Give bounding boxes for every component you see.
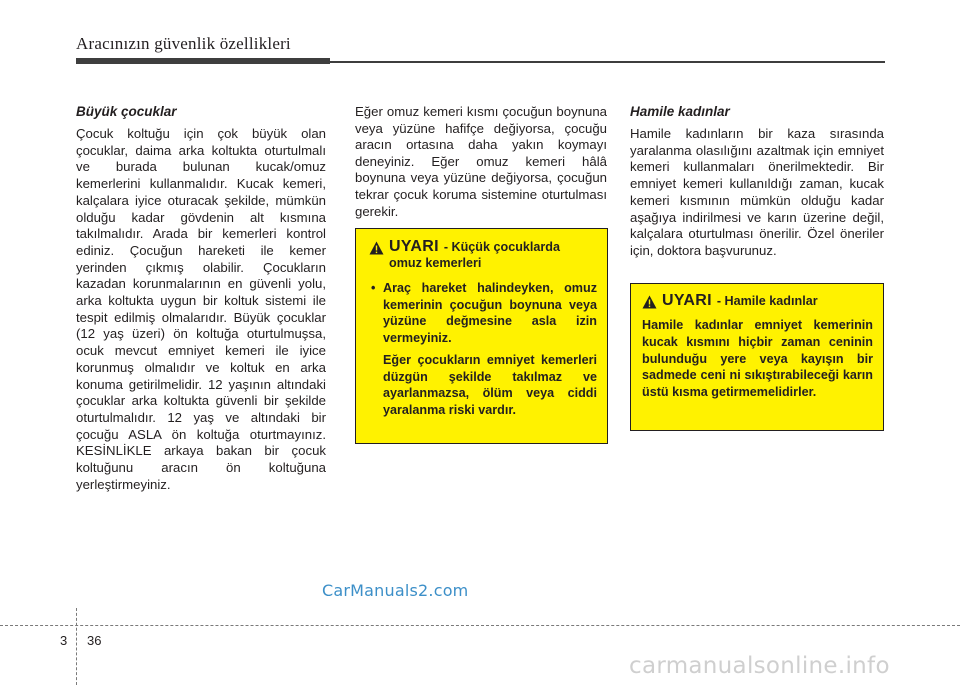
warning-title: - Küçük çocuklarda	[443, 240, 560, 254]
header-rule-thin	[330, 61, 885, 63]
shoulder-belt-paragraph: Eğer omuz kemeri kısmı çocuğun boynuna veya yüzüne hafifçe değiyorsa, çocuğu aracın ortasına daha yakın koymayı deneyiniz. Eğer omuz kemeri hâlâ boynuna veya yüzüne değiyorsa, çocuğun tekrar çocuk koruma sistemine oturtulması gerekir.	[355, 104, 607, 219]
warning-label: UYARI	[662, 292, 712, 309]
warning-triangle-icon	[642, 295, 657, 309]
column-pregnant	[630, 104, 884, 260]
older-children-paragraph: Çocuk koltuğu için çok büyük olan çocuklar, daima arka koltukta oturtulmalı ve burada bulunan kucak/omuz kemerlerini kullanmalıdır. Kucak kemeri, kalçalara iyice oturacak şekilde, mümkün olduğu kadar gövdenin alt kısmına takılmalıdır. Arada bir kemerleri kontrol ediniz. Çocuğun hareketi ile kemer yerinden çıkmış olabilir. Çocukların kazadan korunmalarının en güvenli yolu, arka koltukta uygun bir koltuk sistemi ile tespit edilmiş olmalarıdır. Büyük çocuklar (12 yaş üzeri) ön koltuğa oturtulmuşsa, ocuk mevcut emniyet kemeri ile iyice korunmuş olmalıdır ve koltuk en arka konuma getirilmelidir. 12 yaşının altındaki çocuklar arka koltukta güvenli bir şekilde oturtulmalıdır. 12 yaş ve altındaki bir çocuğu ASLA ön koltuğa oturtmayınız. KESİNLİKLE arkaya bakan bir çocuk koltuğunu aracın ön koltuğuna yerleştirmeyiniz.	[76, 126, 326, 492]
warning-box-children	[355, 228, 608, 444]
warning-bullet-text: Araç hareket halindeyken, omuz kemerinin çocuğun boynuna veya yüzüne değmesine asla izin vermeyiniz.	[383, 281, 597, 345]
pregnant-heading: Hamile kadınlar	[630, 104, 730, 119]
warning-paragraph: Eğer çocukların emniyet kemerleri düzgün şekilde takılmaz ve ayarlanmazsa, ölüm veya ciddi yaralanma riski vardır.	[383, 353, 597, 417]
warning-bullet	[369, 280, 597, 346]
page-number: 36	[87, 633, 102, 648]
warning-subtitle: omuz kemerleri	[389, 256, 482, 270]
warning-triangle-icon	[369, 241, 384, 255]
warning-paragraph: Hamile kadınlar emniyet kemerinin kucak kısmını hiçbir zaman ceninin bulunduğu yere veya kayışın bir sadmede ceni ni sıkıştırabileceği karın üstü kısma getirmemelidirler.	[642, 318, 873, 400]
pregnant-paragraph: Hamile kadınların bir kaza sırasında yaralanma olasılığını azaltmak için emniyet kemeri kullanmaları önerilmektedir. Bir emniyet kemeri kullanıldığı zaman, kucak kemeri kısmının mümkün olduğu kadar aşağıya indirilmesi ve karın üzerine değil, kalçalara oturtulması önerilir. Özel öneriler için, doktora başvurunuz.	[630, 126, 884, 258]
watermark-link[interactable]: CarManuals2.com	[322, 581, 469, 600]
older-children-heading: Büyük çocuklar	[76, 104, 177, 119]
column-older-children	[76, 104, 326, 493]
warning-header	[369, 239, 597, 255]
footer-divider	[0, 625, 960, 626]
site-watermark: carmanualsonline.info	[629, 653, 890, 679]
section-number: 3	[60, 633, 68, 648]
column-shoulder-belt	[355, 104, 607, 220]
warning-title: - Hamile kadınlar	[716, 294, 818, 308]
header-rule-thick	[76, 58, 330, 64]
warning-box-pregnant	[630, 283, 884, 431]
bullet-dot: •	[371, 281, 376, 295]
chapter-title: Aracınızın güvenlik özellikleri	[76, 34, 291, 53]
footer-vertical-divider	[76, 608, 77, 685]
warning-header	[642, 293, 873, 309]
warning-label: UYARI	[389, 238, 439, 255]
